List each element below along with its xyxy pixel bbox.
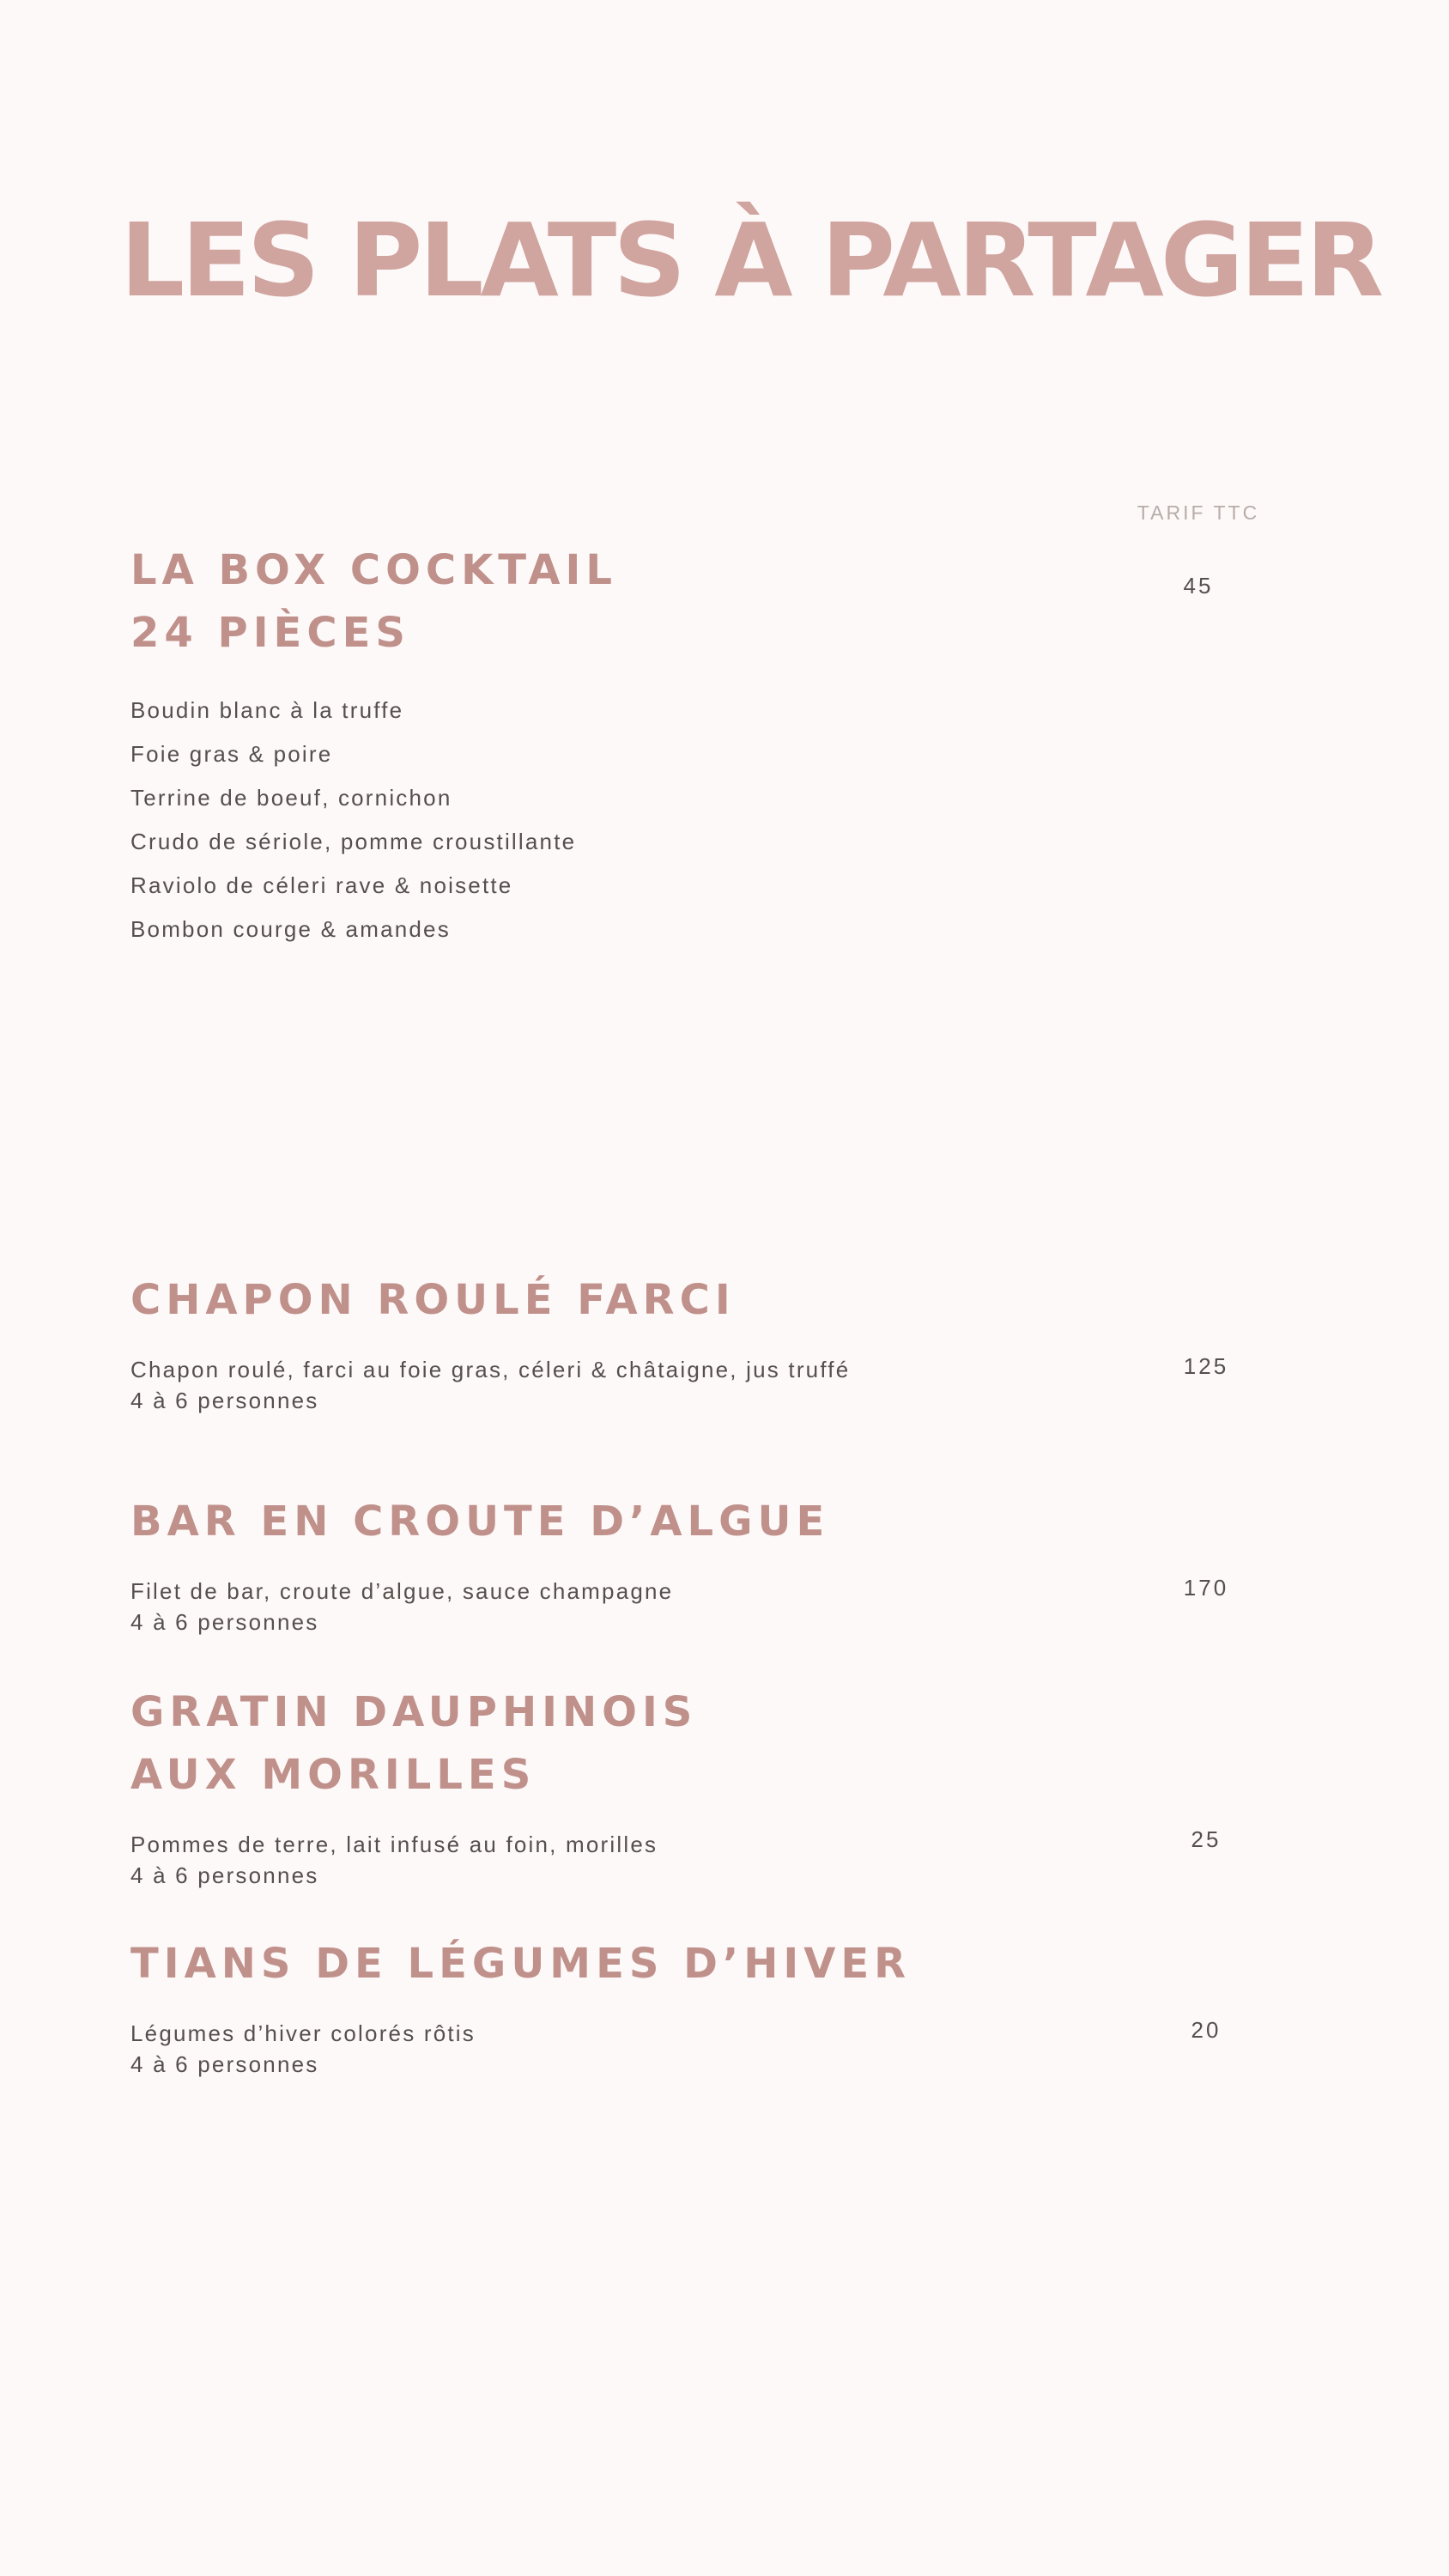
description-line: 4 à 6 personnes — [130, 1609, 319, 1635]
dish-name-line: AUX MORILLES — [130, 1751, 537, 1799]
description-line: 4 à 6 personnes — [130, 2051, 319, 2077]
dish-description — [130, 1576, 869, 1637]
dish-description — [130, 2018, 869, 2080]
dish-name-line: CHAPON ROULÉ FARCI — [130, 1276, 736, 1324]
dish-description — [130, 1829, 869, 1891]
page-title: LES PLATS À PARTAGER — [120, 201, 1381, 319]
dish-gratin — [130, 1681, 1332, 1891]
list-item: Foie gras & poire — [130, 741, 333, 767]
dish-price: 125 — [1183, 1353, 1229, 1379]
dish-name — [130, 539, 1332, 665]
dish-name — [130, 1269, 1332, 1332]
description-line: Chapon roulé, farci au foie gras, céleri & châtaigne, jus truffé — [130, 1357, 851, 1382]
dish-bar — [130, 1491, 1332, 1637]
dish-tians — [130, 1933, 1332, 2080]
dish-chapon — [130, 1269, 1332, 1416]
list-item: Boudin blanc à la truffe — [130, 697, 404, 723]
dish-price: 170 — [1183, 1575, 1229, 1601]
dish-name-line: 24 PIÈCES — [130, 609, 410, 657]
dish-name-line: GRATIN DAUPHINOIS — [130, 1688, 698, 1736]
dish-box-cocktail — [130, 539, 1332, 951]
dish-price: 45 — [1183, 573, 1214, 598]
dish-name — [130, 1933, 1332, 1996]
dish-description — [130, 1354, 869, 1416]
dish-name-line: BAR EN CROUTE D’ALGUE — [130, 1498, 830, 1546]
description-line: Pommes de terre, lait infusé au foin, morilles — [130, 1832, 658, 1857]
list-item: Terrine de boeuf, cornichon — [130, 785, 452, 811]
description-line: 4 à 6 personnes — [130, 1388, 319, 1413]
dish-price: 20 — [1191, 2017, 1222, 2043]
list-item: Bombon courge & amandes — [130, 916, 451, 942]
list-item: Raviolo de céleri rave & noisette — [130, 872, 513, 898]
price-column-header: TARIF TTC — [1137, 501, 1260, 524]
dish-name-line: LA BOX COCKTAIL — [130, 546, 617, 594]
dish-name — [130, 1491, 1332, 1553]
dish-name — [130, 1681, 1332, 1807]
dish-price: 25 — [1191, 1826, 1222, 1852]
description-line: Légumes d’hiver colorés rôtis — [130, 2020, 476, 2046]
description-line: 4 à 6 personnes — [130, 1862, 319, 1888]
list-item: Crudo de sériole, pomme croustillante — [130, 829, 577, 854]
box-items-list — [130, 689, 1332, 951]
dish-name-line: TIANS DE LÉGUMES D’HIVER — [130, 1940, 912, 1988]
description-line: Filet de bar, croute d’algue, sauce champagne — [130, 1578, 674, 1604]
